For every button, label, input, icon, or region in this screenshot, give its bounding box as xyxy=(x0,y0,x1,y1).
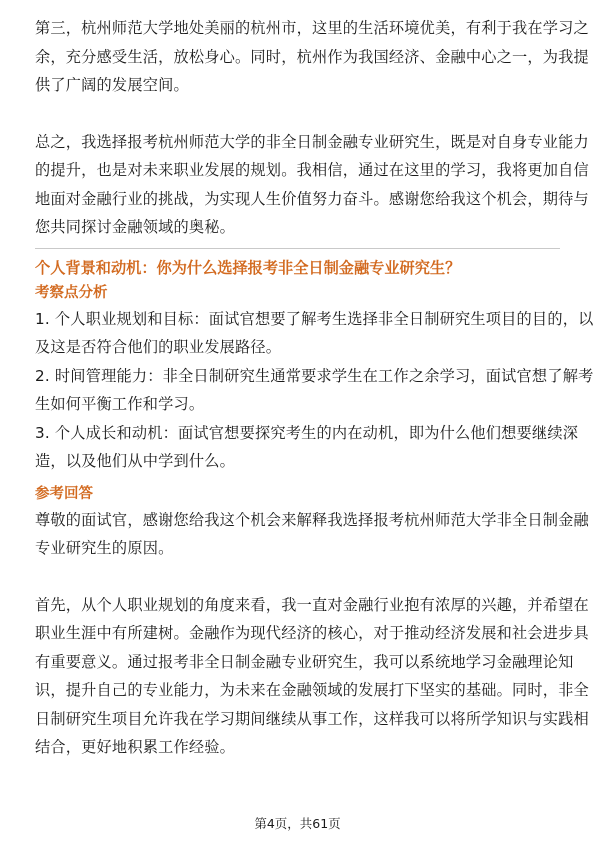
text-line: 首先，从个人职业规划的角度来看，我一直对金融行业抱有浓厚的兴趣，并希望在 xyxy=(35,595,589,614)
text-line: 的提升，也是对未来职业发展的规划。我相信，通过在这里的学习，我将更加自信 xyxy=(35,161,589,179)
paragraph-gap xyxy=(35,563,560,591)
text-line: 有重要意义。通过报考非全日制金融专业研究生，我可以系统地学习金融理论知 xyxy=(35,652,574,671)
text-line: 日制研究生项目允许我在学习期间继续从事工作，这样我可以将所学知识与实践相 xyxy=(35,709,589,728)
paragraph-conclusion xyxy=(35,128,589,242)
text-line: 专业研究生的原因。 xyxy=(35,539,174,557)
answer-heading: 参考回答 xyxy=(35,485,93,502)
answer-first-point xyxy=(35,591,589,762)
paragraph-gap xyxy=(35,100,560,128)
text-line: 职业生涯中有所建树。金融作为现代经济的核心，对于推动经济发展和社会进步具 xyxy=(35,624,589,642)
question-title: 个人背景和动机：你为什么选择报考非全日制金融专业研究生？ xyxy=(35,258,461,277)
text-line: 生如何平衡工作和学习。 xyxy=(35,395,205,413)
text-line: 及这是否符合他们的职业发展路径。 xyxy=(35,338,282,356)
analysis-point-1 xyxy=(35,305,594,362)
analysis-point-3 xyxy=(35,419,579,476)
text-line: 总之，我选择报考杭州师范大学的非全日制金融专业研究生，既是对自身专业能力 xyxy=(35,132,589,151)
text-line: 余，充分感受生活，放松身心。同时，杭州作为我国经济、金融中心之一，为我提 xyxy=(35,47,589,66)
paragraph-third-reason xyxy=(35,14,589,100)
text-line: 您共同探讨金融领域的奥秘。 xyxy=(35,218,236,236)
text-line: 供了广阔的发展空间。 xyxy=(35,76,189,94)
text-line: 地面对金融行业的挑战，为实现人生价值努力奋斗。感谢您给我这个机会，期待与 xyxy=(35,189,589,208)
text-line: 识，提升自己的专业能力，为未来在金融领域的发展打下坚实的基础。同时，非全 xyxy=(35,681,589,699)
text-line: 3. 个人成长和动机：面试官想要探究考生的内在动机，即为什么他们想要继续深 xyxy=(35,423,579,442)
text-line: 造，以及他们从中学到什么。 xyxy=(35,452,236,470)
text-line: 第三，杭州师范大学地处美丽的杭州市，这里的生活环境优美，有利于我在学习之 xyxy=(35,19,589,37)
page-number: 第4页，共61页 xyxy=(254,816,341,831)
text-line: 2. 时间管理能力：非全日制研究生通常要求学生在工作之余学习，面试官想了解考 xyxy=(35,366,594,385)
answer-intro xyxy=(35,506,589,563)
analysis-heading: 考察点分析 xyxy=(35,284,108,301)
section-divider xyxy=(35,248,560,249)
document-page xyxy=(35,14,594,762)
text-line: 尊敬的面试官，感谢您给我这个机会来解释我选择报考杭州师范大学非全日制金融 xyxy=(35,510,589,529)
text-line: 结合，更好地积累工作经验。 xyxy=(35,738,236,756)
analysis-point-2 xyxy=(35,362,594,419)
text-line: 1. 个人职业规划和目标：面试官想要了解考生选择非全日制研究生项目的目的，以 xyxy=(35,309,594,328)
